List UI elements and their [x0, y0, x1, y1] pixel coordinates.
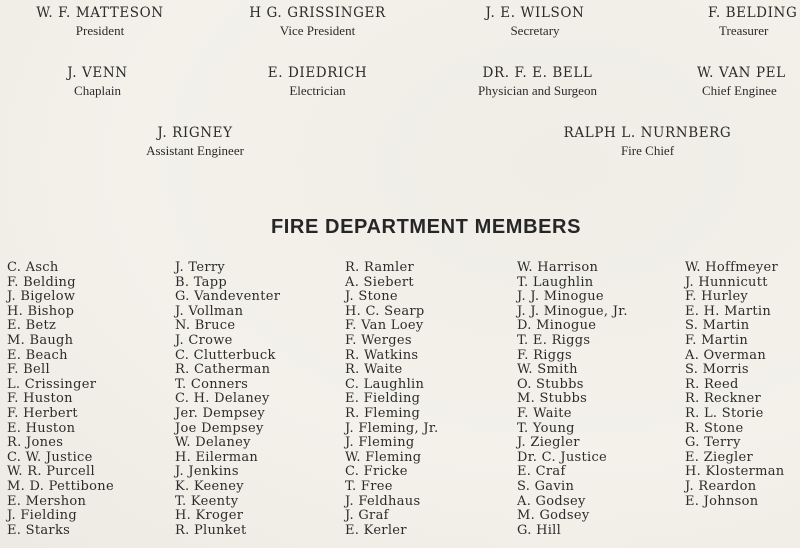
member-name: A. Overman	[685, 347, 767, 363]
member-name: M. Godsey	[517, 508, 590, 524]
member-name: J. Feldhaus	[345, 493, 421, 509]
officer-title: Chaplain	[74, 83, 121, 98]
member-name: Joe Dempsey	[175, 420, 264, 436]
member-name: E. Craf	[517, 464, 566, 480]
officer-treasurer	[700, 5, 800, 40]
member-name: T. Laughlin	[517, 274, 594, 290]
member-name: F. Huston	[7, 391, 73, 407]
officer-name: W. VAN PEL	[697, 65, 786, 81]
member-name: B. Tapp	[175, 274, 227, 290]
member-name: F. Riggs	[517, 347, 572, 363]
members-column-3	[345, 261, 438, 538]
officer-name: RALPH L. NURNBERG	[563, 125, 732, 141]
member-name: J. Fleming, Jr.	[345, 420, 439, 436]
member-name: T. Keenty	[175, 493, 239, 509]
officer-electrician	[250, 65, 385, 100]
member-name: F. Martin	[685, 332, 748, 348]
member-name: S. Martin	[685, 318, 750, 334]
member-name: G. Hill	[517, 522, 562, 538]
member-name: Dr. C. Justice	[517, 449, 608, 465]
member-name: A. Godsey	[517, 493, 586, 509]
member-name: R. L. Storie	[685, 405, 764, 421]
officer-name: W. F. MATTESON	[36, 5, 164, 21]
member-name: E. Fielding	[345, 391, 421, 407]
officer-assistant-engineer	[120, 125, 270, 160]
member-name: O. Stubbs	[517, 376, 584, 392]
member-name: W. Harrison	[517, 260, 599, 275]
officer-name: E. DIEDRICH	[267, 65, 368, 81]
officer-title: Assistant Engineer	[146, 143, 244, 158]
officer-chaplain	[40, 65, 155, 100]
member-name: R. Jones	[7, 435, 64, 451]
member-name: J. Crowe	[175, 332, 233, 348]
member-name: W. Smith	[517, 362, 578, 378]
member-name: J. Jenkins	[175, 464, 239, 480]
member-name: T. Free	[345, 478, 393, 494]
member-name: F. Werges	[345, 332, 412, 348]
member-name: J. Terry	[175, 260, 225, 275]
member-name: K. Keeney	[175, 478, 244, 494]
officer-name: J. E. WILSON	[485, 5, 585, 21]
member-name: J. Graf	[345, 508, 389, 524]
member-name: W. R. Purcell	[7, 464, 95, 480]
officer-title: President	[75, 23, 125, 38]
member-name: G. Terry	[685, 435, 741, 451]
member-name: W. Hoffmeyer	[685, 260, 779, 275]
members-column-2	[175, 261, 280, 538]
member-name: G. Vandeventer	[175, 289, 281, 305]
member-name: F. Waite	[517, 405, 572, 421]
member-name: M. Baugh	[7, 332, 74, 348]
officer-title: Treasurer	[719, 23, 769, 38]
member-name: T. E. Riggs	[517, 332, 591, 348]
member-name: D. Minogue	[517, 318, 597, 334]
officer-vice-president	[225, 5, 410, 40]
member-name: R. Reckner	[685, 391, 761, 407]
officer-physician	[450, 65, 625, 100]
member-name: F. Belding	[7, 274, 76, 290]
member-name: J. J. Minogue, Jr.	[517, 303, 628, 319]
member-name: F. Bell	[7, 362, 50, 378]
member-name: A. Siebert	[345, 274, 414, 290]
officer-title: Secretary	[510, 23, 560, 38]
officer-title: Vice President	[279, 23, 356, 38]
member-name: R. Stone	[685, 420, 744, 436]
member-name: F. Herbert	[7, 405, 78, 421]
member-name: W. Fleming	[345, 449, 422, 465]
member-name: W. Delaney	[175, 435, 251, 451]
member-name: J. Reardon	[685, 478, 757, 494]
member-name: J. Vollman	[175, 303, 244, 319]
member-name: J. Ziegler	[517, 435, 580, 451]
member-name: S. Morris	[685, 362, 749, 378]
officer-title: Physician and Surgeon	[478, 83, 597, 98]
member-name: M. D. Pettibone	[7, 478, 114, 494]
officer-title: Electrician	[289, 83, 346, 98]
member-name: E. Ziegler	[685, 449, 754, 465]
member-name: C. Clutterbuck	[175, 347, 276, 363]
member-name: M. Stubbs	[517, 391, 588, 407]
member-name: E. Huston	[7, 420, 76, 436]
officer-fire-chief	[560, 125, 735, 160]
officer-title: Fire Chief	[620, 143, 675, 158]
member-name: C. Laughlin	[345, 376, 425, 392]
member-name: S. Gavin	[517, 478, 575, 494]
member-name: J. J. Minogue	[517, 289, 604, 305]
officer-name: DR. F. E. BELL	[482, 65, 593, 81]
member-name: E. Betz	[7, 318, 57, 334]
officer-name: H G. GRISSINGER	[249, 5, 386, 21]
member-name: H. Bishop	[7, 303, 75, 319]
officer-president	[35, 5, 165, 40]
member-name: E. Beach	[7, 347, 68, 363]
officer-title: Chief Enginee	[702, 83, 777, 98]
member-name: J. Fleming	[345, 435, 415, 451]
member-name: R. Watkins	[345, 347, 419, 363]
member-name: T. Conners	[175, 376, 249, 392]
member-name: C. H. Delaney	[175, 391, 270, 407]
member-name: E. Starks	[7, 522, 71, 538]
officer-name: J. VENN	[67, 65, 128, 81]
member-name: J. Stone	[345, 289, 398, 305]
member-name: J. Hunnicutt	[685, 274, 768, 290]
member-name: J. Fielding	[7, 508, 77, 524]
officer-secretary	[460, 5, 610, 40]
members-column-1	[7, 261, 114, 538]
member-name: R. Fleming	[345, 405, 421, 421]
member-name: C. W. Justice	[7, 449, 93, 465]
officer-name: F. BELDING	[708, 5, 798, 21]
member-name: T. Young	[517, 420, 575, 436]
member-name: H. C. Searp	[345, 303, 425, 319]
member-name: J. Bigelow	[7, 289, 76, 305]
officer-name: J. RIGNEY	[157, 125, 233, 141]
member-name: R. Waite	[345, 362, 403, 378]
member-name: E. Kerler	[345, 522, 407, 538]
member-name: C. Asch	[7, 260, 59, 275]
member-name: H. Klosterman	[685, 464, 785, 480]
member-name: H. Kroger	[175, 508, 244, 524]
member-name: C. Fricke	[345, 464, 408, 480]
members-column-4	[517, 261, 628, 538]
member-name: E. Mershon	[7, 493, 87, 509]
member-name: R. Catherman	[175, 362, 271, 378]
member-name: E. H. Martin	[685, 303, 771, 319]
member-name: R. Reed	[685, 376, 739, 392]
section-heading: FIRE DEPARTMENT MEMBERS	[270, 216, 582, 238]
members-column-5	[685, 261, 784, 509]
member-name: H. Eilerman	[175, 449, 259, 465]
member-name: N. Bruce	[175, 318, 236, 334]
member-name: R. Plunket	[175, 522, 247, 538]
member-name: E. Johnson	[685, 493, 759, 509]
member-name: R. Ramler	[345, 260, 414, 275]
member-name: L. Crissinger	[7, 376, 97, 392]
member-name: F. Hurley	[685, 289, 749, 305]
officer-chief-engineer	[690, 65, 800, 100]
member-name: Jer. Dempsey	[175, 405, 266, 421]
member-name: F. Van Loey	[345, 318, 424, 334]
